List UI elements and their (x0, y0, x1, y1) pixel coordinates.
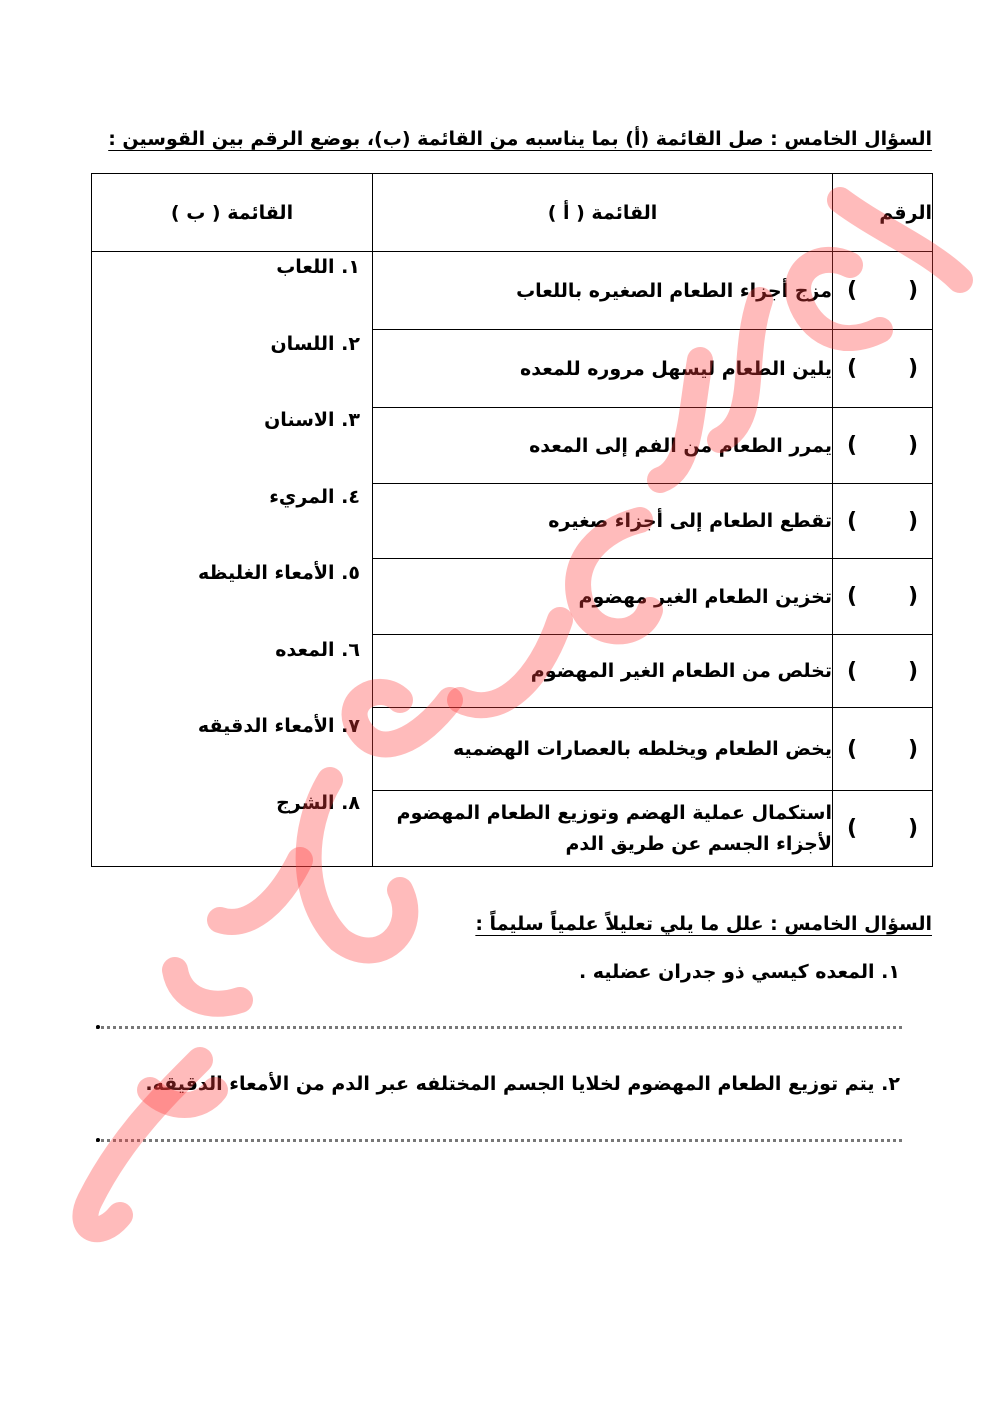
answer-parentheses[interactable]: ( ) (833, 708, 933, 791)
list-b-item: ٧. الأمعاء الدقيقه (197, 715, 360, 737)
list-b-column (92, 252, 373, 867)
answer-line[interactable] (96, 1139, 902, 1142)
list-b-item: ١. اللعاب (276, 256, 360, 278)
list-a-item: مزج أجزاء الطعام الصغيره باللعاب (373, 252, 833, 330)
matching-table (91, 173, 933, 867)
list-a-item: يخض الطعام ويخلطه بالعصارات الهضميه (373, 708, 833, 791)
question-2-item: ٢. يتم توزيع الطعام المهضوم لخلايا الجسم المختلفه عبر الدم من الأمعاء الدقيقه. (145, 1073, 900, 1095)
answer-line-end-dot (96, 1138, 100, 1142)
answer-parentheses[interactable]: ( ) (833, 635, 933, 708)
list-a-item: تقطع الطعام إلى أجزاء صغيره (373, 484, 833, 559)
list-a-item: يلين الطعام ليسهل مروره للمعده (373, 330, 833, 408)
list-b-item: ٥. الأمعاء الغليظه (198, 562, 360, 584)
list-b-item: ٦. المعده (275, 639, 360, 661)
list-a-item: استكمال عملية الهضم وتوزيع الطعام المهضوم لأجزاء الجسم عن طريق الدم (373, 791, 833, 867)
header-number: الرقم (833, 174, 933, 252)
answer-line[interactable] (96, 1026, 902, 1029)
answer-parentheses[interactable]: ( ) (833, 408, 933, 484)
list-b-item: ٤. المريء (269, 486, 360, 508)
question-2-title: السؤال الخامس : علل ما يلي تعليلاً علمياً سليماً : (475, 913, 932, 935)
list-b-item: ٣. الاسنان (264, 409, 360, 431)
header-list-b: القائمة ( ب ) (92, 174, 373, 252)
list-b-item: ٨. الشرج (276, 792, 360, 814)
answer-parentheses[interactable]: ( ) (833, 791, 933, 867)
table-row (92, 252, 933, 330)
answer-line-end-dot (96, 1025, 100, 1029)
answer-parentheses[interactable]: ( ) (833, 484, 933, 559)
list-b-item: ٢. اللسان (270, 333, 360, 355)
list-a-item: تخزين الطعام الغير مهضوم (373, 559, 833, 635)
question-2-item: ١. المعده كيسي ذو جدران عضليه . (578, 961, 900, 983)
question-1-title: السؤال الخامس : صل القائمة (أ) بما يناسبه من القائمة (ب)، بوضع الرقم بين القوسين : (108, 128, 932, 150)
list-a-item: تخلص من الطعام الغير المهضوم (373, 635, 833, 708)
answer-parentheses[interactable]: ( ) (833, 252, 933, 330)
answer-parentheses[interactable]: ( ) (833, 330, 933, 408)
answer-parentheses[interactable]: ( ) (833, 559, 933, 635)
table-header-row (92, 174, 933, 252)
list-a-item: يمرر الطعام من الفم إلى المعده (373, 408, 833, 484)
header-list-a: القائمة ( أ ) (373, 174, 833, 252)
